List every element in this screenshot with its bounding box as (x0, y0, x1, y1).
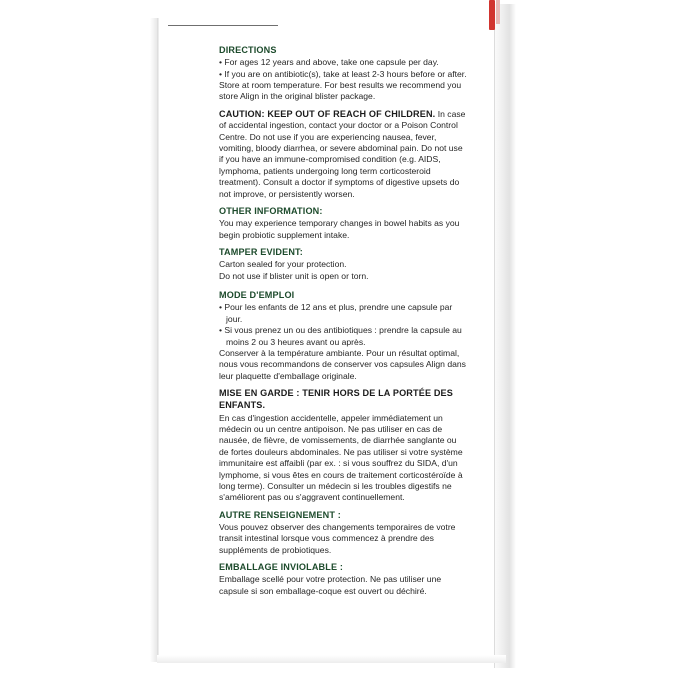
caution-paragraph (219, 108, 467, 200)
section-heading: MISE EN GARDE : TENIR HORS DE LA PORTÉE DES ENFANTS. (219, 388, 453, 411)
emballage-inviolable-text: Emballage scellé pour votre protection. Ne pas utiliser une capsule si son emballage-coque est ouvert ou déchiré. (219, 574, 442, 596)
section-heading: OTHER INFORMATION: (219, 206, 323, 217)
mode-emploi-bullet-2: • Si vous prenez un ou des antibiotiques : prendre la capsule au moins 2 ou 3 heures avant ou après. (219, 325, 462, 347)
section-mise-en-garde (219, 387, 467, 504)
directions-storage-text: Store at room temperature. For best results we recommend you store Align in the original blister package. (219, 80, 462, 102)
directions-bullet-1: • For ages 12 years and above, take one capsule per day. (219, 57, 439, 68)
label-text-block (219, 44, 467, 599)
section-mode-emploi (219, 289, 467, 382)
section-directions (219, 44, 467, 103)
section-heading: DIRECTIONS (219, 45, 277, 55)
section-heading: MODE D'EMPLOI (219, 290, 295, 301)
tamper-evident-line-2: Do not use if blister unit is open or torn. (219, 270, 369, 281)
carton-top-stripe-highlight (496, 0, 500, 24)
mode-emploi-storage-text: Conserver à la température ambiante. Pour un résultat optimal, nous vous recommandons de conserver vos capsules Align dans leur plaquette d'emballage originale. (219, 347, 466, 381)
section-heading: EMBALLAGE INVIOLABLE : (219, 562, 344, 573)
section-heading: TAMPER EVIDENT: (219, 247, 303, 258)
carton-top-rule (168, 25, 278, 26)
mode-emploi-bullet-1: • Pour les enfants de 12 ans et plus, prendre une capsule par jour. (219, 302, 453, 324)
section-autre-renseignement (219, 509, 467, 556)
mise-en-garde-text: En cas d'ingestion accidentelle, appeler immédiatement un médecin ou un centre antipoison. Ne pas utiliser en cas de nausée, de fièvre, de vomissements, de diarrhée sanglante ou de fortes douleurs abdominales. Ne pas utiliser si votre système immunitaire est affaibli (par ex. : si vous souffrez du SIDA, d'un lymphome, si vous êtes en cours de traitement corticostéroïde à long terme). Consulter un médecin si les troubles digestifs ne s'améliorent pas ou s'aggravent continuellement. (219, 412, 463, 503)
tamper-evident-line-1: Carton sealed for your protection. (219, 259, 347, 270)
caution-body-text: In case of accidental ingestion, contact your doctor or a Poison Control Centre. Do not use if you are experiencing nausea, fever, vomiting, bloody diarrhea, or severe abdominal pain. Do not use if you have an immune-compromised condition (e.g. AIDS, lymphoma, patients undergoing long term corticosteroid treatment). Consult a doctor if symptoms of digestive upsets do not improve, or persistently worsen. (219, 108, 466, 199)
section-heading: AUTRE RENSEIGNEMENT : (219, 509, 341, 520)
carton-left-fold-shadow (150, 18, 157, 662)
directions-bullet-2: • If you are on antibiotic(s), take at least 2-3 hours before or after. (219, 68, 467, 79)
section-caution (219, 108, 467, 200)
carton-right-spine-edge (494, 4, 495, 668)
section-tamper-evident (219, 246, 467, 282)
carton-left-fold-line (157, 18, 159, 662)
carton-bottom-edge (157, 655, 506, 663)
other-information-text: You may experience temporary changes in bowel habits as you begin probiotic supplement intake. (219, 218, 460, 240)
section-emballage-inviolable (219, 561, 467, 597)
section-heading: CAUTION: KEEP OUT OF REACH OF CHILDREN. (219, 108, 436, 119)
carton-top-red-stripe (489, 0, 495, 30)
section-other-information (219, 205, 467, 241)
carton-right-spine (494, 4, 516, 668)
autre-renseignement-text: Vous pouvez observer des changements temporaires de votre transit intestinal lorsque vous commencez à prendre des suppléments de probiotiques. (219, 522, 456, 555)
